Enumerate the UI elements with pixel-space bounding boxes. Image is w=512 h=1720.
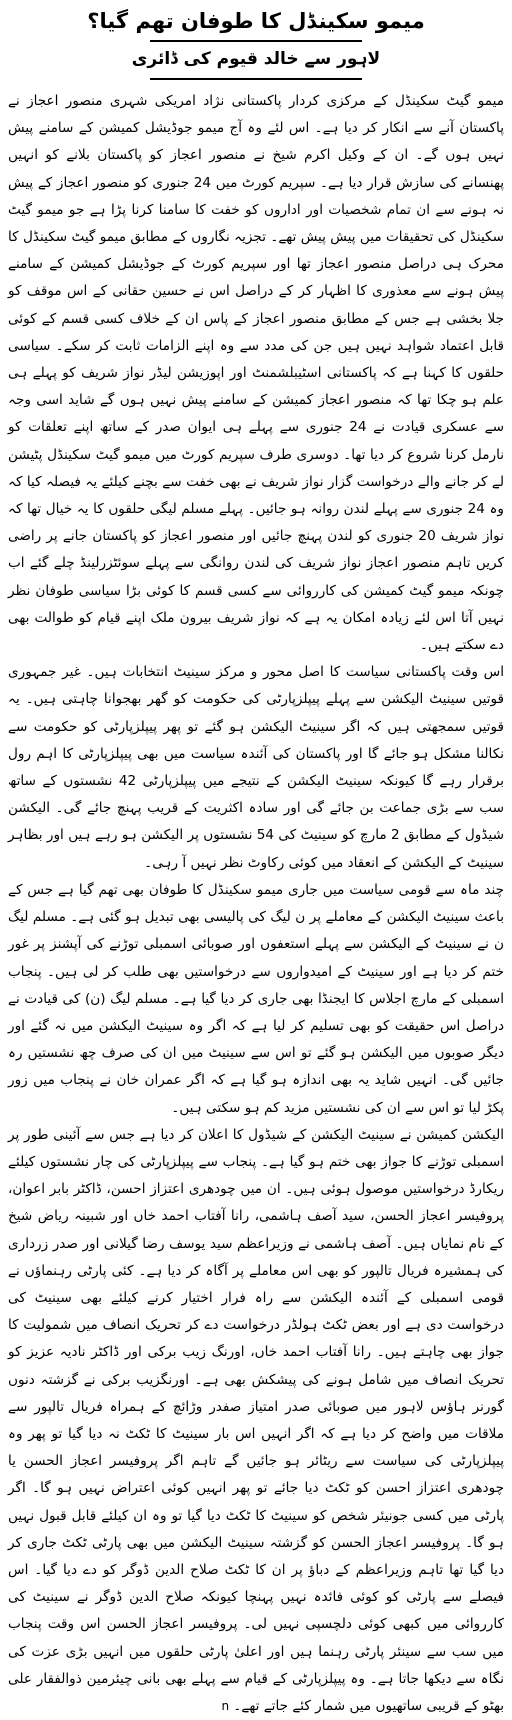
headline: میمو سکینڈل کا طوفان تھم گیا؟ <box>87 9 425 33</box>
header-rule <box>150 40 362 42</box>
article-paragraph: میمو گیٹ سکینڈل کے مرکزی کردار پاکستانی نژاد امریکی شہری منصور اعجاز نے پاکستان آنے سے انکار کر دیا ہے۔ اس لئے وہ آج میمو جوڈیشل کمیشن کے سامنے پیش نہیں ہوں گے۔ ان کے وکیل اکرم شیخ نے منصور اعجاز کو پاکستان بلانے کو انہیں پھنسانے کی سازش قرار دیا ہے۔ سپریم کورٹ میں 24 جنوری کو منصور اعجاز کے پیش نہ ہونے سے ان تمام شخصیات اور اداروں کو خفت کا سامنا کرنا پڑا ہے جو میمو گیٹ سکینڈل کی تحقیقات میں پیش پیش تھے۔ تجزیہ نگاروں کے مطابق میمو گیٹ سکینڈل کا محرک ہی دراصل منصور اعجاز تھا اور سپریم کورٹ کے جوڈیشل کمیشن کے سامنے پیش ہونے سے معذوری کا اظہار کر کے دراصل اس نے حسین حقانی کے اس موقف کو جلا بخشی ہے جس کے مطابق منصور اعجاز کے پاس ان کے خلاف کسی قسم کے کوئی قابل اعتماد شواہد نہیں ہیں جن کی مدد سے وہ اپنے الزامات ثابت کر سکے۔ سیاسی حلقوں کا کہنا ہے کہ پاکستانی اسٹیبلشمنٹ اور اپوزیشن لیڈر نواز شریف کو پہلے ہی علم ہو چکا تھا کہ منصور اعجاز کمیشن کے سامنے پیش نہیں ہوں گے شاید اسی وجہ سے عسکری قیادت نے 24 جنوری سے پہلے ہی ایوان صدر کے ساتھ اپنے تعلقات کو نارمل کرنا شروع کر دیا تھا۔ دوسری طرف سپریم کورٹ میں میمو گیٹ سکینڈل پٹیشن لے کر جانے والے درخواست گزار نواز شریف نے بھی خفت سے بچنے کیلئے یہ فیصلہ کیا کہ وہ 24 جنوری سے پہلے لندن روانہ ہو جائیں۔ پہلے مسلم لیگی حلقوں کا یہ خیال تھا کہ نواز شریف 20 جنوری کو لندن پہنچ جائیں اور منصور اعجاز کو پاکستان جانے پر راضی کریں تاہم منصور اعجاز نواز شریف کی لندن روانگی سے پہلے سوئٹزرلینڈ چلے گئے اب چونکہ میمو گیٹ کمیشن کی کارروائی سے کسی قسم کا کوئی بڑا سیاسی طوفان نظر نہیں آتا اس لئے زیادہ امکان یہ ہے کہ نواز شریف بیرون ملک اپنے قیام کو طوالت بھی دے سکتے ہیں۔ <box>8 93 504 654</box>
article-paragraph: اس وقت پاکستانی سیاست کا اصل محور و مرکز سینیٹ انتخابات ہیں۔ غیر جمہوری قوتیں سینیٹ الیکشن سے پہلے پیپلزپارٹی کی حکومت کو گھر بھجوانا چاہتی ہیں۔ یہ قوتیں سمجھتی ہیں کہ اگر سینیٹ الیکشن ہو گئے تو پھر پیپلزپارٹی کو حکومت سے نکالنا مشکل ہو جائے گا اور پاکستان کی آئندہ سیاست میں بھی پیپلزپارٹی کا اہم رول برقرار رہے گا کیونکہ سینیٹ الیکشن کے نتیجے میں پیپلزپارٹی 42 نشستوں کے ساتھ سب سے بڑی جماعت بن جائے گی اور سادہ اکثریت کے قریب پہنچ جائے گی۔ الیکشن شیڈول کے مطابق 2 مارچ کو سینیٹ کی 54 نشستوں پر الیکشن ہو رہے ہیں اور بظاہر سینیٹ کے الیکشن کے انعقاد میں کوئی رکاوٹ نظر نہیں آ رہی۔ <box>8 664 504 871</box>
byline: لاہور سے خالد قیوم کی ڈائری <box>131 49 381 69</box>
article-paragraph: چند ماہ سے قومی سیاست میں جاری میمو سکینڈل کا طوفان بھی تھم گیا ہے جس کے باعث سینیٹ الیکشن کے معاملے پر ن لیگ کی پالیسی بھی تبدیل ہو گئی ہے۔ مسلم لیگ ن نے سینیٹ کے الیکشن سے پہلے استعفوں اور صوبائی اسمبلی توڑنے کی آپشنز پر غور ختم کر دیا ہے اور سینیٹ کے امیدواروں سے درخواستیں بھی طلب کر لی ہیں۔ پنجاب اسمبلی کے مارچ اجلاس کا ایجنڈا بھی جاری کر دیا گیا ہے۔ مسلم لیگ (ن) کی قیادت نے دراصل اس حقیقت کو بھی تسلیم کر لیا ہے کہ اگر وہ سینیٹ الیکشن میں نہ گئے اور دیگر صوبوں میں الیکشن ہو گئے تو اس سے سینیٹ میں ان کی صرف چھ نشستیں رہ جائیں گی۔ انہیں شاید یہ بھی اندازہ ہو گیا ہے کہ اگر عمران خان نے پنجاب میں زور پکڑ لیا تو اس سے ان کی نشستیں مزید کم ہو سکتی ہیں۔ <box>8 881 504 1116</box>
article-body <box>0 86 512 1720</box>
article-paragraph-text: الیکشن کمیشن نے سینیٹ الیکشن کے شیڈول کا اعلان کر دیا ہے جس سے آئینی طور پر اسمبلی توڑنے کا جواز بھی ختم ہو گیا ہے۔ پنجاب سے پیپلزپارٹی کی چار نشستوں کیلئے ریکارڈ درخواستیں موصول ہوئی ہیں۔ ان میں چودھری اعتزاز احسن، ڈاکٹر بابر اعوان، پروفیسر اعجاز الحسن، سید آصف ہاشمی، رانا آفتاب احمد خاں اور شبینہ ریاض شیخ کے نام نمایاں ہیں۔ آصف ہاشمی نے وزیراعظم سید یوسف رضا گیلانی اور صدر زرداری کی ہمشیرہ فریال تالپور کو بھی اس معاملے پر آگاہ کر دیا ہے۔ کئی پارٹی رہنماؤں نے قومی اسمبلی کے آئندہ الیکشن سے راہ فرار اختیار کرنے کیلئے بھی سینیٹ کی درخواست دی ہے اور بعض ٹکٹ ہولڈر درخواست دے کر تحریک انصاف میں شمولیت کا جواز بھی چاہتے ہیں۔ رانا آفتاب احمد خاں، اورنگ زیب برکی اور ڈاکٹر نادیہ عزیز کو تحریک انصاف میں شامل ہونے کی پیشکش بھی ہے۔ اورنگزیب برکی نے گزشتہ دنوں گورنر ہاؤس لاہور میں صوبائی صدر امتیاز صفدر وڑائچ کے ہمراہ فریال تالپور سے ملاقات میں واضح کر دیا ہے کہ اگر انہیں اس بار سینیٹ کا ٹکٹ نہ دیا گیا تو پھر وہ پیپلزپارٹی کی سیاست سے ریٹائر ہو جائیں گے تاہم اگر پروفیسر اعجاز الحسن یا چودھری اعتزاز احسن کو ٹکٹ دیا جائے تو پھر انہیں کوئی اعتراض نہیں ہو گا۔ اگر پارٹی میں کسی جونیئر شخص کو سینیٹ کا ٹکٹ دیا گیا تو وہ ان کیلئے قابل قبول نہیں ہو گا۔ پروفیسر اعجاز الحسن کو گزشتہ سینیٹ الیکشن میں بھی پارٹی ٹکٹ جاری کر دیا گیا تھا تاہم وزیراعظم کے دباؤ پر ان کا ٹکٹ صلاح الدین ڈوگر کو دے دیا گیا۔ اس فیصلے سے پارٹی کو کوئی فائدہ نہیں پہنچا کیونکہ صلاح الدین ڈوگر نے سینیٹ کی کارروائی میں کبھی کوئی دلچسپی نہیں لی۔ پروفیسر اعجاز الحسن اس وقت پنجاب میں سب سے سینئر پارٹی رہنما ہیں اور اعلیٰ پارٹی حلقوں میں انہیں بڑی عزت کی نگاہ سے دیکھا جاتا ہے۔ وہ پیپلزپارٹی کے قیام سے پہلے بھی بانی چیئرمین ذوالفقار علی بھٹو کے قریبی ساتھیوں میں شمار کئے جاتے تھے۔ <box>8 1126 504 1714</box>
end-mark: n <box>221 1698 230 1713</box>
article-header <box>0 0 512 80</box>
article-paragraph <box>8 1122 504 1720</box>
header-rule-bottom <box>150 78 362 80</box>
